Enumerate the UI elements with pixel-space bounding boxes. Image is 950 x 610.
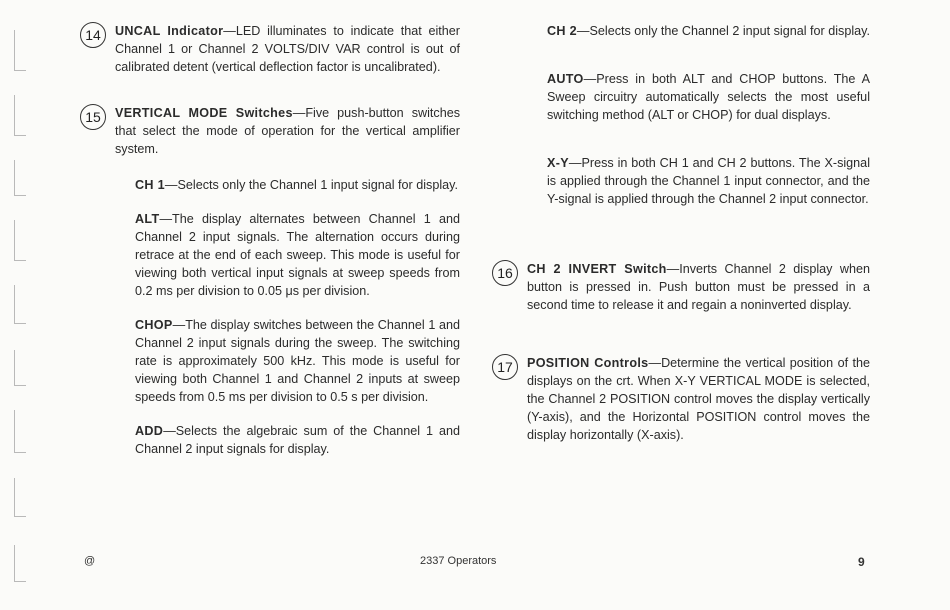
binding-edge (0, 0, 34, 610)
item-number-16: 16 (492, 260, 518, 286)
sub-item-add: ADD—Selects the algebraic sum of the Channel 1 and Channel 2 input signals for display. (135, 424, 460, 456)
item-text: —LED illuminates to indicate that either Channel 1 or Channel 2 VOLTS/DIV VAR control is out of calibrated detent (vertical deflection factor is uncalibrated). (115, 24, 460, 74)
item-number-14: 14 (80, 22, 106, 48)
item-heading: UNCAL Indicator (115, 24, 224, 38)
item-text: —Five push-button switches that select the mode of operation for the vertical amplifier system. (115, 106, 460, 156)
item-16-ch2-invert (492, 260, 870, 314)
sub-item-alt: ALT—The display alternates between Channel 1 and Channel 2 input signals. The alternation occurs during retrace at the end of each sweep. This mode is useful for viewing both vertical input signals at sweep speeds from 0.2 ms per division to 0.05 μs per division. (135, 212, 460, 298)
item-heading: VERTICAL MODE Switches (115, 106, 293, 120)
item-17-position-controls (492, 354, 870, 444)
sub-item-xy: X-Y—Press in both CH 1 and CH 2 buttons. The X-signal is applied through the Channel 1 input connector, and the Y-signal is applied through the Channel 2 input connector. (547, 156, 870, 206)
footer-mark: @ (84, 555, 96, 567)
sub-item-chop: CHOP—The display switches between the Channel 1 and Channel 2 input signals during the sweep. The switching rate is approximately 500 kHz. This mode is useful for viewing both Channel 1 and Channel 2 inputs at sweep speeds from 0.5 ms per division to 0.5 s per division. (135, 318, 460, 404)
item-14-uncal-indicator (80, 22, 460, 76)
sub-item-ch1: CH 1—Selects only the Channel 1 input signal for display. (135, 178, 458, 192)
left-column (80, 22, 460, 458)
sub-item-auto: AUTO—Press in both ALT and CHOP buttons. The A Sweep circuitry automatically selects the most useful switching method (ALT or CHOP) for dual displays. (547, 72, 870, 122)
item-15-vertical-mode (80, 104, 460, 158)
item-text: —Determine the vertical position of the displays on the crt. When X-Y VERTICAL MODE is selected, the Channel 2 POSITION control moves the display vertically (Y-axis), and the Horizontal POSITION control moves the display horizontally (X-axis). (527, 356, 871, 442)
item-text: —Inverts Channel 2 display when button is pressed in. Push button must be pressed in a second time to release it and regain a noninverted display. (527, 262, 870, 312)
page-number: 9 (858, 555, 865, 569)
right-column (492, 22, 870, 444)
footer-title: 2337 Operators (420, 555, 497, 567)
item-number-15: 15 (80, 104, 106, 130)
item-heading: POSITION Controls (527, 356, 649, 370)
item-heading: CH 2 INVERT Switch (527, 262, 667, 276)
sub-item-ch2: CH 2—Selects only the Channel 2 input signal for display. (547, 24, 870, 38)
item-number-17: 17 (492, 354, 518, 380)
